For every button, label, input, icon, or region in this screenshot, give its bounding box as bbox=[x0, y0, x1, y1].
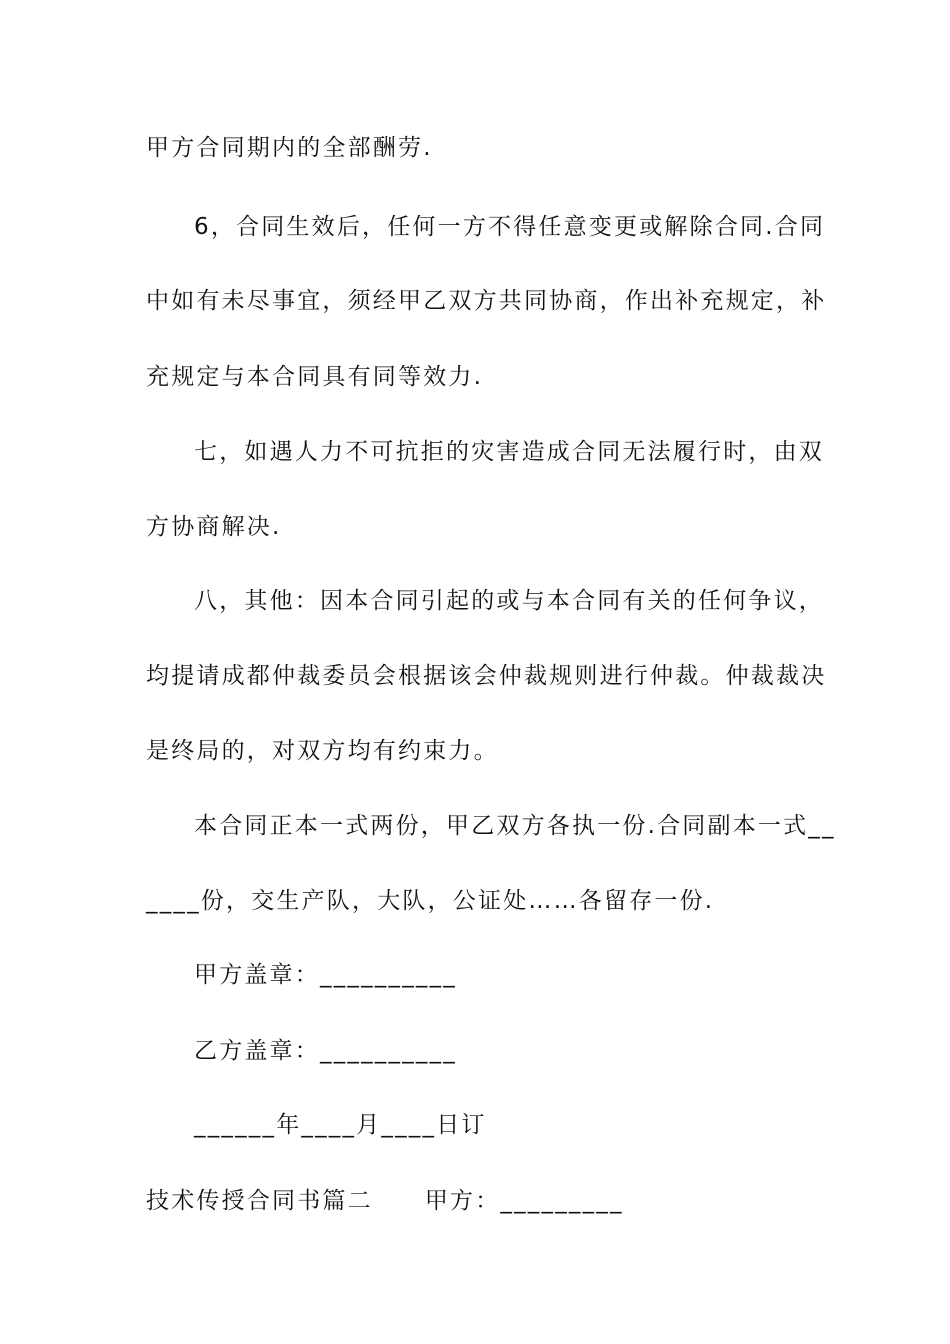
party-b-seal-line: 乙方盖章：__________ bbox=[194, 1038, 457, 1064]
party-a-seal-line: 甲方盖章：__________ bbox=[194, 962, 457, 988]
paragraph-line: 中如有未尽事宜，须经甲乙双方共同协商，作出补充规定，补 bbox=[146, 288, 827, 314]
paragraph-line: 八，其他：因本合同引起的或与本合同有关的任何争议， bbox=[194, 588, 824, 614]
paragraph-line: 充规定与本合同具有同等效力. bbox=[146, 364, 484, 390]
paragraph-line: 方协商解决. bbox=[146, 514, 282, 540]
paragraph-line: 本合同正本一式两份，甲乙双方各执一份.合同副本一式__ bbox=[194, 813, 836, 839]
paragraph-line: 七，如遇人力不可抗拒的灾害造成合同无法履行时，由双 bbox=[194, 439, 824, 465]
next-section-line bbox=[146, 1186, 826, 1216]
paragraph-line: 是终局的，对双方均有约束力。 bbox=[146, 738, 499, 764]
paragraph-line: 6，合同生效后，任何一方不得任意变更或解除合同.合同 bbox=[194, 214, 826, 240]
paragraph-line: 均提请成都仲裁委员会根据该会仲裁规则进行仲裁。仲裁裁决 bbox=[146, 663, 827, 689]
party-a-field: 甲方：_________ bbox=[424, 1188, 624, 1214]
section-title: 技术传授合同书篇二 bbox=[146, 1188, 373, 1214]
paragraph-line: 甲方合同期内的全部酬劳. bbox=[146, 135, 433, 161]
paragraph-line: ____份，交生产队，大队，公证处……各留存一份. bbox=[146, 888, 715, 914]
date-line: ______年____月____日订 bbox=[194, 1112, 487, 1138]
